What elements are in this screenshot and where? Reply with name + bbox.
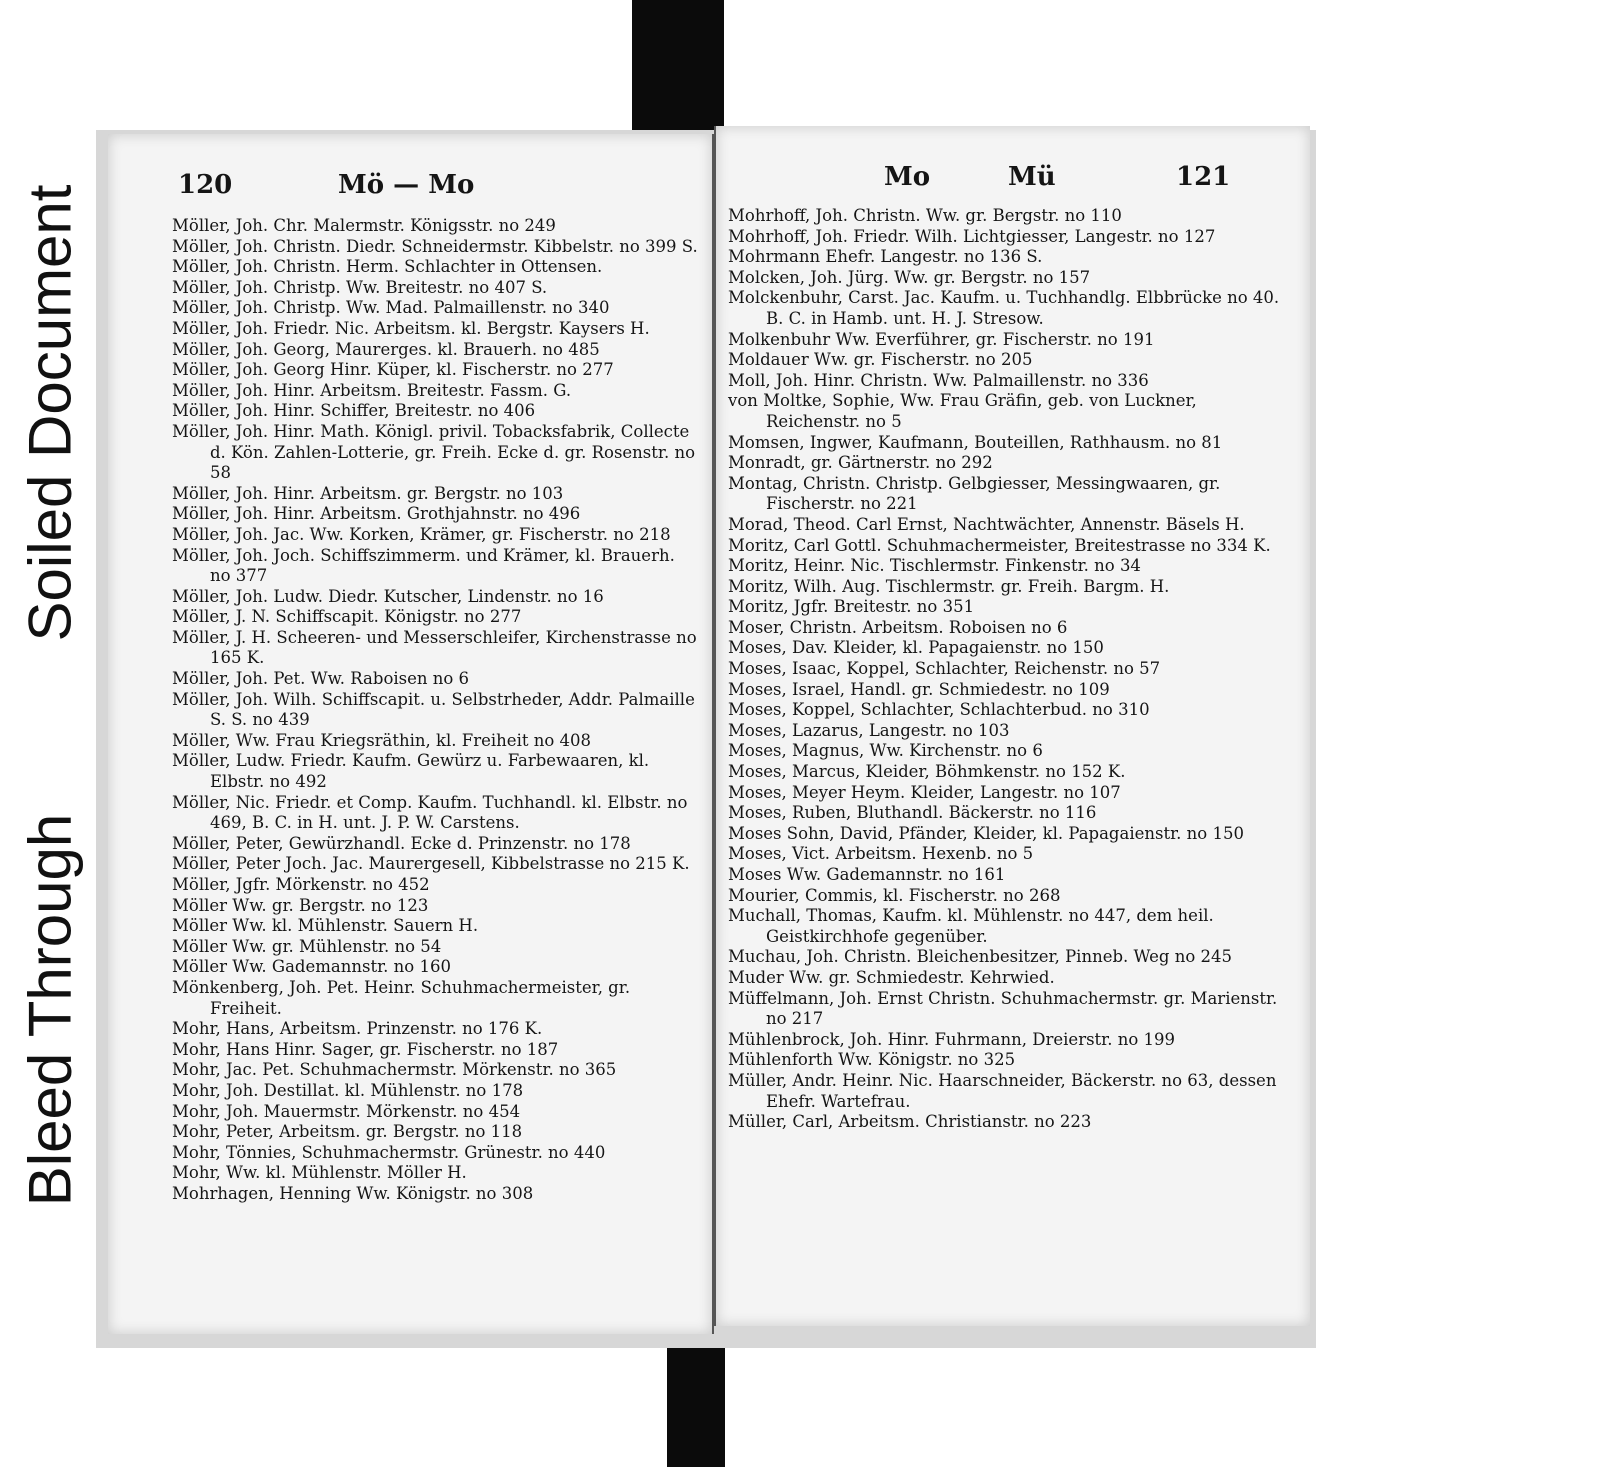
right-page-number: 121 (1176, 162, 1231, 192)
directory-entry: Molcken, Joh. Jürg. Ww. gr. Bergstr. no 157 (728, 267, 1091, 287)
left-page (108, 134, 714, 1334)
directory-entry: Moses, Lazarus, Langestr. no 103 (728, 720, 1010, 740)
directory-entry: Möller, Joh. Pet. Ww. Raboisen no 6 (172, 669, 470, 689)
directory-entry: Möller, Joh. Hinr. Arbeitsm. gr. Bergstr. no 103 (172, 483, 564, 503)
directory-entry: Möller Ww. gr. Mühlenstr. no 54 (172, 936, 442, 956)
directory-entry: Mohr, Peter, Arbeitsm. gr. Bergstr. no 118 (172, 1122, 523, 1142)
directory-entry: Muder Ww. gr. Schmiedestr. Kehrwied. (728, 967, 1055, 987)
directory-entry: Müffelmann, Joh. Ernst Christn. Schuhmachermstr. gr. Marienstr. no 217 (728, 988, 1278, 1029)
right-entry-list (728, 206, 1290, 1133)
directory-entry: Molckenbuhr, Carst. Jac. Kaufm. u. Tuchhandlg. Elbbrücke no 40. B. C. in Hamb. unt. H. J. Stresow. (728, 288, 1280, 328)
directory-entry: Mohrmann Ehefr. Langestr. no 136 S. (728, 247, 1043, 267)
directory-entry: Möller, Joh. Georg Hinr. Küper, kl. Fischerstr. no 277 (172, 360, 614, 380)
directory-entry: Möller, Ww. Frau Kriegsräthin, kl. Freiheit no 408 (172, 730, 592, 750)
directory-entry: Monradt, gr. Gärtnerstr. no 292 (728, 453, 993, 473)
directory-entry: Möller, Joh. Friedr. Nic. Arbeitsm. kl. Bergstr. Kaysers H. (172, 318, 650, 338)
book-binding-bottom (667, 1328, 725, 1467)
right-page (714, 126, 1310, 1326)
directory-entry: Möller, Joh. Christn. Herm. Schlachter in Ottensen. (172, 257, 603, 277)
directory-entry: Möller, Joh. Chr. Malermstr. Königsstr. no 249 (172, 216, 556, 235)
directory-entry: von Moltke, Sophie, Ww. Frau Gräfin, geb. von Luckner, Reichenstr. no 5 (728, 391, 1197, 431)
directory-entry: Muchau, Joh. Christn. Bleichenbesitzer, Pinneb. Weg no 245 (728, 947, 1232, 967)
directory-entry: Mourier, Commis, kl. Fischerstr. no 268 (728, 885, 1061, 905)
directory-entry: Möller, Ludw. Friedr. Kaufm. Gewürz u. Farbewaaren, kl. Elbstr. no 492 (172, 751, 650, 792)
directory-entry: Möller, Joh. Christn. Diedr. Schneidermstr. Kibbelstr. no 399 S. (172, 236, 698, 256)
directory-entry: Mohrhagen, Henning Ww. Königstr. no 308 (172, 1183, 534, 1203)
directory-entry: Moses, Isaac, Koppel, Schlachter, Reichenstr. no 57 (728, 659, 1161, 679)
right-page-header (716, 162, 1310, 202)
directory-entry: Moll, Joh. Hinr. Christn. Ww. Palmaillenstr. no 336 (728, 370, 1149, 390)
directory-entry: Mohr, Jac. Pet. Schuhmachermstr. Mörkenstr. no 365 (172, 1060, 617, 1080)
directory-entry: Möller, Joh. Joch. Schiffszimmerm. und Krämer, kl. Brauerh. no 377 (172, 545, 675, 586)
directory-entry: Möller, Joh. Hinr. Schiffer, Breitestr. no 406 (172, 401, 536, 421)
directory-entry: Moritz, Carl Gottl. Schuhmachermeister, Breitestrasse no 334 K. (728, 535, 1271, 555)
right-page-range-end: Mü (1008, 162, 1056, 192)
side-label-bleed (0, 775, 100, 1245)
side-label-soiled-text: Soiled Document (16, 184, 84, 641)
directory-entry: Moses Ww. Gademannstr. no 161 (728, 865, 1006, 884)
directory-entry: Moses, Vict. Arbeitsm. Hexenb. no 5 (728, 844, 1034, 864)
directory-entry: Moses, Dav. Kleider, kl. Papagaienstr. no 150 (728, 638, 1104, 658)
directory-entry: Mohr, Joh. Destillat. kl. Mühlenstr. no 178 (172, 1080, 524, 1100)
directory-entry: Montag, Christn. Christp. Gelbgiesser, Messingwaaren, gr. Fischerstr. no 221 (728, 473, 1221, 514)
directory-entry: Möller, Joh. Christp. Ww. Breitestr. no 407 S. (172, 277, 548, 297)
directory-entry: Morad, Theod. Carl Ernst, Nachtwächter, Annenstr. Bäsels H. (728, 514, 1245, 534)
directory-entry: Mohr, Joh. Mauermstr. Mörkenstr. no 454 (172, 1101, 521, 1121)
directory-entry: Möller, Joh. Hinr. Arbeitsm. Grothjahnstr. no 496 (172, 504, 581, 524)
directory-entry: Möller Ww. kl. Mühlenstr. Sauern H. (172, 916, 479, 936)
directory-entry: Moses, Israel, Handl. gr. Schmiedestr. no 109 (728, 679, 1110, 699)
directory-entry: Mohr, Tönnies, Schuhmachermstr. Grünestr. no 440 (172, 1142, 606, 1162)
directory-entry: Moritz, Jgfr. Breitestr. no 351 (728, 597, 975, 617)
directory-entry: Moses, Magnus, Ww. Kirchenstr. no 6 (728, 741, 1043, 761)
directory-entry: Möller, J. N. Schiffscapit. Königstr. no 277 (172, 607, 522, 627)
directory-entry: Momsen, Ingwer, Kaufmann, Bouteillen, Rathhausm. no 81 (728, 432, 1223, 452)
directory-entry: Mönkenberg, Joh. Pet. Heinr. Schuhmachermeister, gr. Freiheit. (172, 977, 631, 1018)
directory-entry: Moritz, Heinr. Nic. Tischlermstr. Finkenstr. no 34 (728, 556, 1141, 576)
directory-entry: Moser, Christn. Arbeitsm. Roboisen no 6 (728, 617, 1068, 637)
directory-entry: Mohr, Hans Hinr. Sager, gr. Fischerstr. no 187 (172, 1039, 559, 1059)
book-binding-top (632, 0, 724, 142)
directory-entry: Mohrhoff, Joh. Christn. Ww. gr. Bergstr. no 110 (728, 206, 1122, 225)
directory-entry: Muchall, Thomas, Kaufm. kl. Mühlenstr. no 447, dem heil. Geistkirchhofe gegenüber. (728, 906, 1214, 946)
directory-entry: Moses Sohn, David, Pfänder, Kleider, kl. Papagaienstr. no 150 (728, 823, 1244, 843)
directory-entry: Moses, Marcus, Kleider, Böhmkenstr. no 152 K. (728, 762, 1126, 782)
left-page-range: Mö — Mo (338, 170, 475, 200)
directory-entry: Möller, Joh. Christp. Ww. Mad. Palmaillenstr. no 340 (172, 298, 610, 318)
directory-entry: Möller, Peter, Gewürzhandl. Ecke d. Prinzenstr. no 178 (172, 833, 631, 853)
directory-entry: Moritz, Wilh. Aug. Tischlermstr. gr. Freih. Bargm. H. (728, 576, 1170, 596)
directory-entry: Möller, J. H. Scheeren- und Messerschleifer, Kirchenstrasse no 165 K. (172, 627, 697, 668)
directory-entry: Moldauer Ww. gr. Fischerstr. no 205 (728, 350, 1033, 370)
directory-entry: Mohrhoff, Joh. Friedr. Wilh. Lichtgiesser, Langestr. no 127 (728, 226, 1216, 246)
directory-entry: Müller, Andr. Heinr. Nic. Haarschneider, Bäckerstr. no 63, dessen Ehefr. Wartefrau. (728, 1070, 1277, 1111)
directory-entry: Mühlenforth Ww. Königstr. no 325 (728, 1050, 1016, 1070)
left-page-header (108, 170, 712, 210)
directory-entry: Mühlenbrock, Joh. Hinr. Fuhrmann, Dreierstr. no 199 (728, 1029, 1176, 1049)
directory-entry: Möller, Nic. Friedr. et Comp. Kaufm. Tuchhandl. kl. Elbstr. no 469, B. C. in H. unt. J. P. W. Carstens. (172, 792, 688, 833)
directory-entry: Möller, Joh. Wilh. Schiffscapit. u. Selbstrheder, Addr. Palmaille S. S. no 439 (172, 689, 695, 730)
directory-entry: Mohr, Ww. kl. Mühlenstr. Möller H. (172, 1163, 467, 1183)
directory-entry: Möller, Jgfr. Mörkenstr. no 452 (172, 875, 430, 894)
directory-entry: Moses, Meyer Heym. Kleider, Langestr. no 107 (728, 782, 1121, 802)
directory-entry: Moses, Koppel, Schlachter, Schlachterbud. no 310 (728, 700, 1150, 720)
right-page-range-start: Mo (884, 162, 931, 192)
directory-entry: Möller, Peter Joch. Jac. Maurergesell, Kibbelstrasse no 215 K. (172, 854, 690, 874)
directory-entry: Möller, Joh. Hinr. Math. Königl. privil. Tobacksfabrik, Collecte d. Kön. Zahlen-Lotterie, gr. Freih. Ecke d. gr. Rosenstr. no 58 (172, 421, 696, 483)
side-label-soiled (0, 150, 100, 675)
directory-entry: Möller Ww. gr. Bergstr. no 123 (172, 895, 429, 915)
directory-entry: Möller, Joh. Georg, Maurerges. kl. Brauerh. no 485 (172, 339, 600, 359)
directory-entry: Möller Ww. Gademannstr. no 160 (172, 957, 451, 977)
left-entry-list (172, 216, 698, 1205)
directory-entry: Moses, Ruben, Bluthandl. Bäckerstr. no 116 (728, 803, 1097, 823)
directory-entry: Mohr, Hans, Arbeitsm. Prinzenstr. no 176 K. (172, 1019, 543, 1039)
directory-entry: Möller, Joh. Jac. Ww. Korken, Krämer, gr. Fischerstr. no 218 (172, 524, 671, 544)
side-label-bleed-text: Bleed Through (16, 813, 84, 1207)
directory-entry: Möller, Joh. Hinr. Arbeitsm. Breitestr. Fassm. G. (172, 380, 572, 400)
directory-entry: Müller, Carl, Arbeitsm. Christianstr. no 223 (728, 1112, 1092, 1132)
directory-entry: Molkenbuhr Ww. Everführer, gr. Fischerstr. no 191 (728, 329, 1155, 349)
left-page-number: 120 (178, 170, 233, 200)
directory-entry: Möller, Joh. Ludw. Diedr. Kutscher, Lindenstr. no 16 (172, 586, 604, 606)
